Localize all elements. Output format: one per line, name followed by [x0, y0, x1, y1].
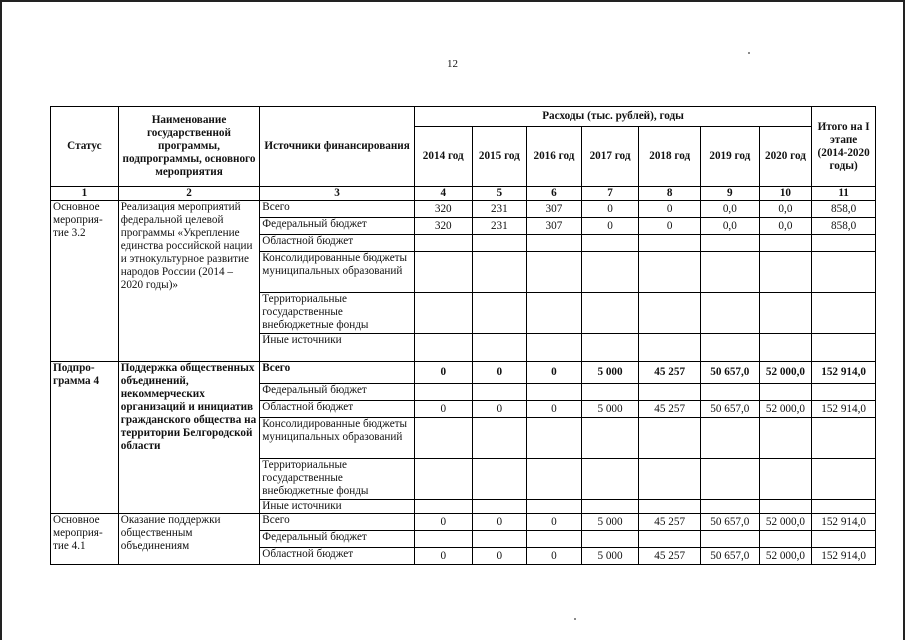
year-value-cell: 0	[414, 514, 472, 531]
year-value-cell: 5 000	[581, 401, 639, 418]
year-value-cell	[472, 384, 527, 401]
funding-source-cell: Консолидированные бюджеты муниципальных образований	[260, 252, 415, 293]
funding-source-cell: Территориальные государственные внебюджетные фонды	[260, 459, 415, 500]
year-value-cell	[759, 531, 812, 548]
funding-source-cell: Областной бюджет	[260, 548, 415, 565]
year-value-cell: 5 000	[581, 548, 639, 565]
year-value-cell	[414, 418, 472, 459]
year-value-cell	[639, 531, 701, 548]
column-number: 3	[260, 187, 415, 201]
year-value-cell: 320	[414, 218, 472, 235]
year-value-cell	[701, 252, 760, 293]
total-value-cell: 152 914,0	[812, 362, 876, 384]
total-value-cell	[812, 252, 876, 293]
year-value-cell	[527, 531, 582, 548]
column-number: 5	[472, 187, 527, 201]
year-value-cell: 50 657,0	[701, 514, 760, 531]
total-value-cell	[812, 418, 876, 459]
year-value-cell	[527, 334, 582, 362]
year-value-cell	[701, 334, 760, 362]
table-row	[51, 362, 876, 384]
column-number: 7	[581, 187, 639, 201]
header-source: Источники финансирования	[260, 107, 415, 187]
column-number: 10	[759, 187, 812, 201]
year-value-cell	[581, 531, 639, 548]
funding-source-cell: Иные источники	[260, 500, 415, 514]
header-name: Наименование государственной программы, подпрограммы, основного мероприятия	[118, 107, 260, 187]
total-value-cell	[812, 293, 876, 334]
program-name-cell: Реализация мероприятий федеральной целевой программы «Укрепление единства российской нации и этнокультурное развитие народов России (2014 – 2020 годы)»	[118, 201, 260, 362]
year-value-cell	[472, 500, 527, 514]
year-value-cell: 45 257	[639, 514, 701, 531]
year-value-cell	[639, 293, 701, 334]
total-value-cell: 152 914,0	[812, 514, 876, 531]
year-value-cell	[414, 531, 472, 548]
year-value-cell	[759, 235, 812, 252]
year-value-cell	[639, 384, 701, 401]
year-value-cell	[472, 293, 527, 334]
year-value-cell	[527, 459, 582, 500]
column-number: 8	[639, 187, 701, 201]
year-value-cell: 50 657,0	[701, 548, 760, 565]
year-value-cell	[701, 500, 760, 514]
year-value-cell: 0	[527, 548, 582, 565]
year-value-cell	[581, 235, 639, 252]
year-value-cell	[581, 252, 639, 293]
year-value-cell	[581, 293, 639, 334]
year-value-cell: 0	[639, 201, 701, 218]
year-value-cell: 45 257	[639, 362, 701, 384]
program-name-cell: Оказание поддержки общественным объединениям	[118, 514, 260, 565]
funding-source-cell: Территориальные государственные внебюджетные фонды	[260, 293, 415, 334]
year-value-cell	[639, 459, 701, 500]
year-value-cell: 231	[472, 218, 527, 235]
column-number: 6	[527, 187, 582, 201]
year-value-cell	[581, 418, 639, 459]
year-value-cell: 0	[472, 548, 527, 565]
header-year: 2015 год	[472, 127, 527, 187]
header-year: 2016 год	[527, 127, 582, 187]
year-value-cell	[759, 500, 812, 514]
year-value-cell: 0	[414, 362, 472, 384]
year-value-cell	[472, 459, 527, 500]
total-value-cell	[812, 235, 876, 252]
year-value-cell	[414, 384, 472, 401]
year-value-cell	[581, 384, 639, 401]
year-value-cell: 45 257	[639, 548, 701, 565]
year-value-cell: 52 000,0	[759, 514, 812, 531]
year-value-cell	[414, 252, 472, 293]
column-number: 1	[51, 187, 119, 201]
column-number: 4	[414, 187, 472, 201]
year-value-cell	[527, 293, 582, 334]
total-value-cell	[812, 531, 876, 548]
total-value-cell: 858,0	[812, 201, 876, 218]
year-value-cell: 0,0	[759, 218, 812, 235]
year-value-cell	[472, 531, 527, 548]
year-value-cell	[639, 334, 701, 362]
year-value-cell	[581, 459, 639, 500]
year-value-cell: 5 000	[581, 514, 639, 531]
year-value-cell: 0	[527, 514, 582, 531]
year-value-cell: 231	[472, 201, 527, 218]
year-value-cell: 5 000	[581, 362, 639, 384]
header-year: 2019 год	[701, 127, 760, 187]
year-value-cell: 52 000,0	[759, 401, 812, 418]
year-value-cell	[639, 500, 701, 514]
year-value-cell: 0,0	[701, 201, 760, 218]
table-row	[51, 201, 876, 218]
year-value-cell: 52 000,0	[759, 362, 812, 384]
year-value-cell: 0,0	[701, 218, 760, 235]
funding-source-cell: Федеральный бюджет	[260, 218, 415, 235]
funding-source-cell: Областной бюджет	[260, 235, 415, 252]
total-value-cell	[812, 384, 876, 401]
year-value-cell: 50 657,0	[701, 401, 760, 418]
total-value-cell: 858,0	[812, 218, 876, 235]
total-value-cell: 152 914,0	[812, 548, 876, 565]
funding-source-cell: Консолидированные бюджеты муниципальных образований	[260, 418, 415, 459]
year-value-cell	[759, 418, 812, 459]
funding-source-cell: Областной бюджет	[260, 401, 415, 418]
status-cell: Основное мероприя-тие 3.2	[51, 201, 119, 362]
year-value-cell	[701, 418, 760, 459]
header-expenses: Расходы (тыс. рублей), годы	[414, 107, 811, 127]
funding-source-cell: Федеральный бюджет	[260, 531, 415, 548]
funding-source-cell: Иные источники	[260, 334, 415, 362]
year-value-cell: 45 257	[639, 401, 701, 418]
year-value-cell	[701, 235, 760, 252]
year-value-cell	[759, 459, 812, 500]
header-year: 2017 год	[581, 127, 639, 187]
year-value-cell: 0	[581, 218, 639, 235]
page-border-top	[0, 0, 903, 2]
year-value-cell	[759, 293, 812, 334]
year-value-cell	[639, 235, 701, 252]
year-value-cell: 0	[414, 401, 472, 418]
year-value-cell: 0	[581, 201, 639, 218]
program-name-cell: Поддержка общественных объединений, некоммерческих организаций и инициатив гражданского общества на территории Белгородской области	[118, 362, 260, 514]
scan-speck	[574, 618, 576, 620]
header-year: 2020 год	[759, 127, 812, 187]
page-border-left	[0, 0, 2, 640]
status-cell: Основное мероприя-тие 4.1	[51, 514, 119, 565]
year-value-cell	[527, 235, 582, 252]
funding-source-cell: Федеральный бюджет	[260, 384, 415, 401]
year-value-cell	[581, 334, 639, 362]
table-row	[51, 514, 876, 531]
year-value-cell: 0	[527, 362, 582, 384]
funding-source-cell: Всего	[260, 201, 415, 218]
year-value-cell: 307	[527, 218, 582, 235]
year-value-cell	[701, 384, 760, 401]
funding-source-cell: Всего	[260, 362, 415, 384]
year-value-cell: 52 000,0	[759, 548, 812, 565]
year-value-cell	[472, 235, 527, 252]
year-value-cell	[414, 293, 472, 334]
column-number: 9	[701, 187, 760, 201]
year-value-cell	[581, 500, 639, 514]
year-value-cell: 50 657,0	[701, 362, 760, 384]
year-value-cell: 0	[639, 218, 701, 235]
header-year: 2014 год	[414, 127, 472, 187]
year-value-cell	[527, 418, 582, 459]
page-number: 12	[447, 58, 458, 70]
year-value-cell	[759, 252, 812, 293]
year-value-cell	[414, 235, 472, 252]
year-value-cell: 307	[527, 201, 582, 218]
column-number: 11	[812, 187, 876, 201]
year-value-cell	[639, 252, 701, 293]
status-cell: Подпро-грамма 4	[51, 362, 119, 514]
year-value-cell	[759, 334, 812, 362]
total-value-cell	[812, 459, 876, 500]
funding-source-cell: Всего	[260, 514, 415, 531]
year-value-cell: 0	[527, 401, 582, 418]
total-value-cell	[812, 500, 876, 514]
year-value-cell: 320	[414, 201, 472, 218]
column-number: 2	[118, 187, 260, 201]
year-value-cell: 0,0	[759, 201, 812, 218]
year-value-cell: 0	[472, 362, 527, 384]
year-value-cell	[701, 293, 760, 334]
total-value-cell: 152 914,0	[812, 401, 876, 418]
year-value-cell	[527, 252, 582, 293]
year-value-cell	[701, 531, 760, 548]
header-year: 2018 год	[639, 127, 701, 187]
year-value-cell	[414, 334, 472, 362]
scan-speck	[748, 52, 750, 54]
table-body	[51, 201, 876, 565]
header-total: Итого на I этапе (2014-2020 годы)	[812, 107, 876, 187]
year-value-cell	[639, 418, 701, 459]
year-value-cell: 0	[472, 514, 527, 531]
budget-table	[50, 106, 876, 565]
year-value-cell	[472, 252, 527, 293]
year-value-cell	[472, 418, 527, 459]
total-value-cell	[812, 334, 876, 362]
year-value-cell: 0	[472, 401, 527, 418]
table-header	[51, 107, 876, 201]
year-value-cell	[414, 459, 472, 500]
year-value-cell	[701, 459, 760, 500]
year-value-cell: 0	[414, 548, 472, 565]
year-value-cell	[759, 384, 812, 401]
year-value-cell	[414, 500, 472, 514]
year-value-cell	[527, 384, 582, 401]
header-status: Статус	[51, 107, 119, 187]
year-value-cell	[527, 500, 582, 514]
year-value-cell	[472, 334, 527, 362]
